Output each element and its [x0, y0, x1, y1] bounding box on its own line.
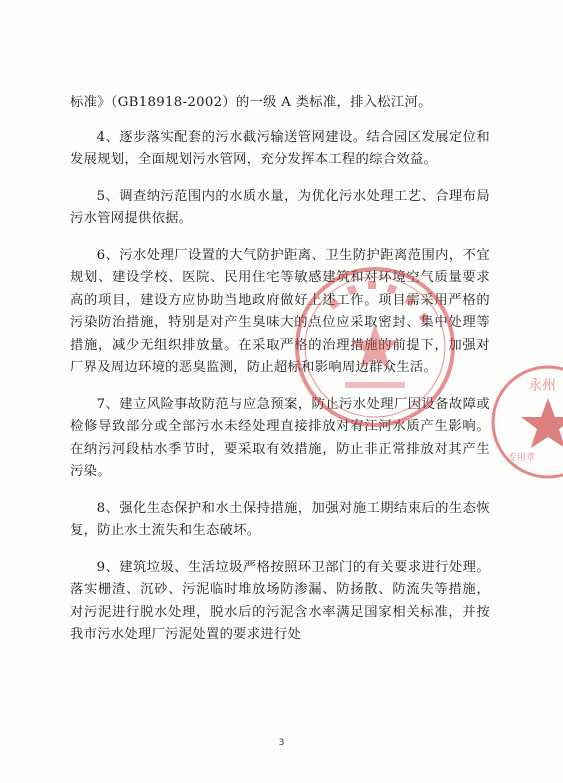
- page-number: 3: [278, 738, 285, 748]
- document-body: [70, 92, 490, 661]
- paragraph-item-7: 7、建立风险事故防范与应急预案，防止污水处理厂因设备故障或检修导致部分或全部污水未经处理直接排放对宥江河水质产生影响。在纳污河段枯水季节时，要采取有效措施，防止非正常排放对其产生污染。: [70, 396, 490, 479]
- paragraph-item-5: 5、调查纳污范围内的水质水量，为优化污水处理工艺、合理布局污水管网提供依据。: [70, 188, 490, 226]
- paragraph-item-6: 6、污水处理厂设置的大气防护距离、卫生防护距离范围内，不宜规划、建设学校、医院、民用住宅等敏感建筑和对环境空气质量要求高的项目，建设方应协助当地政府做好上述工作。项目需采用严格的污染防治措施，特别是对产生臭味大的点位应采取密封、集中处理等措施，减少无组织排放量。在采取严格的治理措施的前提下，加强对厂界及周边环境的恶臭监测，防止超标和影响周边群众生活。: [70, 247, 490, 375]
- side-seal-text: 永州: [528, 378, 556, 394]
- side-seal-text-lower: 专用章: [508, 453, 536, 463]
- paragraph-standard-continuation: 标准》（GB18918-2002）的一级 A 类标准，排入松江河。: [70, 95, 432, 110]
- paragraph-item-4: 4、逐步落实配套的污水截污输送管网建设。结合园区发展定位和发展规划，全面规划污水管网，充分发挥本工程的综合效益。: [70, 129, 490, 167]
- paragraph-item-8: 8、强化生态保护和水土保持措施，加强对施工期结束后的生态恢复，防止水土流失和生态破坏。: [70, 500, 490, 538]
- side-seal-stamp: [478, 360, 563, 480]
- paragraph-item-9: 9、建筑垃圾、生活垃圾严格按照环卫部门的有关要求进行处理。落实栅渣、沉砂、污泥临时堆放场防渗漏、防扬散、防流失等措施，对污泥进行脱水处理，脱水后的污泥含水率满足国家相关标准，并按我市污水处理厂污泥处置的要求进行处: [70, 559, 490, 642]
